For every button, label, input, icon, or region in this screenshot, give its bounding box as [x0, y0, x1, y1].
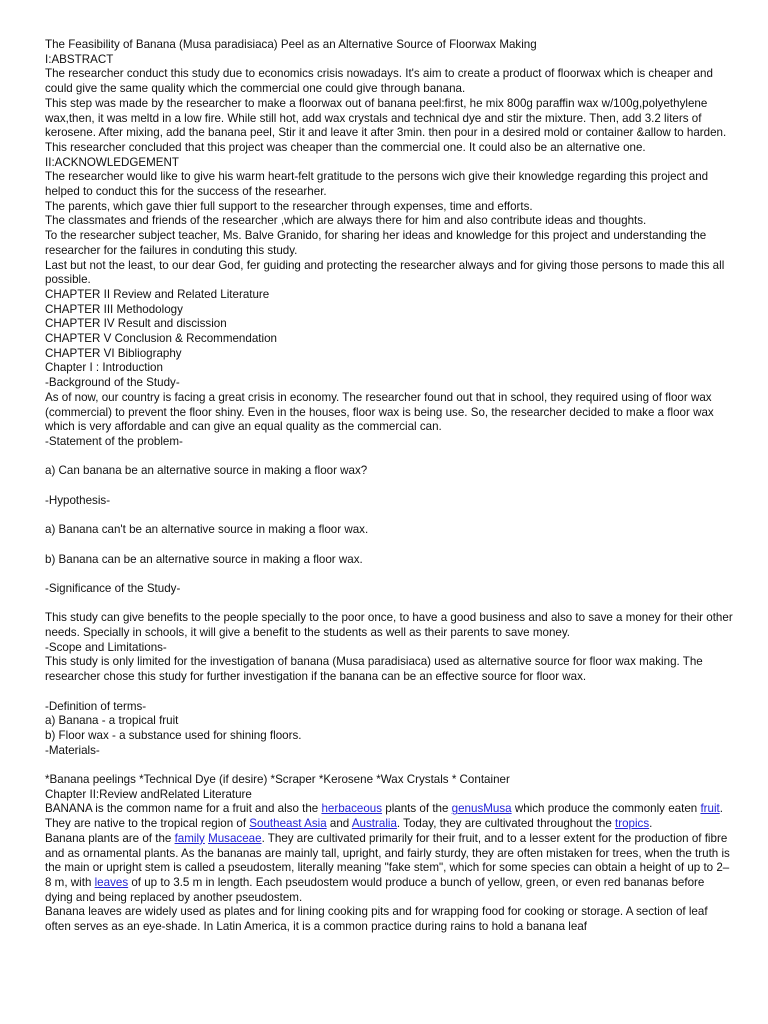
significance-paragraph: This study can give benefits to the people specially to the poor once, to have a good business and also to save a money for their other needs. Specially in schools, it will give a benefit to the students as well as their parents to save money.: [45, 611, 736, 640]
link-leaves[interactable]: leaves: [94, 875, 129, 889]
acknowledgement-paragraph: The classmates and friends of the researcher ,which are always there for him and also contribute ideas and thoughts.: [45, 214, 647, 228]
significance-heading: -Significance of the Study-: [45, 581, 181, 595]
document-title: The Feasibility of Banana (Musa paradisiaca) Peel as an Alternative Source of Floorwax Making: [45, 38, 537, 51]
spacer: [45, 508, 735, 523]
review-text: plants of the: [382, 802, 452, 816]
link-genus-musa[interactable]: genusMusa: [451, 802, 512, 816]
review-paragraph: [45, 802, 735, 831]
review-text: and: [326, 817, 352, 831]
chapter2-heading: Chapter II:Review andRelated Literature: [45, 787, 252, 801]
link-australia[interactable]: Australia: [351, 817, 397, 831]
chapter1-heading: Chapter I : Introduction: [45, 361, 163, 375]
link-southeast-asia[interactable]: Southeast Asia: [249, 817, 327, 831]
definition-item: a) Banana - a tropical fruit: [45, 714, 179, 728]
review-text: BANANA is the common name for a fruit and also the: [45, 802, 322, 816]
spacer: [45, 758, 735, 773]
hypothesis-heading: -Hypothesis-: [45, 493, 111, 507]
acknowledgement-paragraph: The parents, which gave thier full support to the researcher through expenses, time and efforts.: [45, 199, 533, 213]
materials-list: *Banana peelings *Technical Dye (if desire) *Scraper *Kerosene *Wax Crystals * Container: [45, 773, 510, 787]
spacer: [45, 597, 735, 612]
review-text: . They are native to the tropical region of: [45, 802, 727, 831]
acknowledgement-paragraph: Last but not the least, to our dear God, fer guiding and protecting the researcher always and for giving those persons to made this all possible.: [45, 258, 728, 287]
abstract-paragraph: This step was made by the researcher to make a floorwax out of banana peel:first, he mix 800g paraffin wax w/100g,polyethylene wax,then, it was meltd in a low fire. While still hot, add wax crystals and technical dye and stir the mixture. Then, add 3.2 liters of kerosene. After mixing, add the banana peel, Stir it and leave it after 3min. then pour in a desired mold or container &allow to harden.: [45, 96, 727, 140]
hypothesis-item: a) Banana can't be an alternative source in making a floor wax.: [45, 523, 369, 537]
chapter-list-item: CHAPTER V Conclusion & Recommendation: [45, 332, 277, 346]
abstract-paragraph: This researcher concluded that this project was cheaper than the commercial one. It could also be an alternative one.: [45, 140, 646, 154]
abstract-paragraph: The researcher conduct this study due to economics crisis nowadays. It's aim to create a product of floorwax which is cheaper and could give the same quality which the commercial one could give through banana.: [45, 67, 717, 96]
statement-heading: -Statement of the problem-: [45, 434, 183, 448]
hypothesis-item: b) Banana can be an alternative source in making a floor wax.: [45, 552, 363, 566]
definition-item: b) Floor wax - a substance used for shining floors.: [45, 728, 302, 742]
background-paragraph: As of now, our country is facing a great crisis in economy. The researcher found out that in school, they required using of floor wax (commercial) to prevent the floor shiny. Even in the houses, floor wax is being use. So, the researcher decided to make a floor wax which is very affordable and can give an equal quality as the commercial can.: [45, 390, 717, 434]
spacer: [45, 685, 735, 700]
review-text: Banana plants are of the: [45, 831, 175, 845]
scope-paragraph: This study is only limited for the investigation of banana (Musa paradisiaca) used as alternative source for floor wax making. The researcher chose this study for further investigation if the banana can be an effective source for floor wax.: [45, 655, 706, 684]
chapter-list-item: CHAPTER III Methodology: [45, 302, 183, 316]
review-text: .: [649, 817, 653, 831]
scope-heading: -Scope and Limitations-: [45, 640, 167, 654]
abstract-heading: I:ABSTRACT: [45, 52, 114, 66]
statement-item: a) Can banana be an alternative source in making a floor wax?: [45, 464, 368, 478]
spacer: [45, 538, 735, 553]
acknowledgement-heading: II:ACKNOWLEDGEMENT: [45, 155, 179, 169]
review-paragraph: [45, 832, 735, 906]
review-text: . They are cultivated primarily for their fruit, and to a lesser extent for the production of fibre and as ornamental plants. As the bananas are mainly tall, upright, and fairly sturdy, they are often mistaken for trees, when the truth is the main or upright stem is called a pseudostem, literally meaning "fake stem", which for some species can obtain a height of up to 2–8 m, with: [45, 831, 734, 889]
review-text: of up to 3.5 m in length. Each pseudostem would produce a bunch of yellow, green, or even red bananas before dying and being replaced by another pseudostem.: [45, 875, 708, 904]
acknowledgement-paragraph: The researcher would like to give his warm heart-felt gratitude to the persons wich give their knowledge regarding this project and helped to conduct this for the success of the researher.: [45, 170, 712, 199]
link-fruit[interactable]: fruit: [700, 802, 720, 816]
acknowledgement-paragraph: To the researcher subject teacher, Ms. Balve Granido, for sharing her ideas and knowledge for this project and understanding the researcher for the failures in conduting this study.: [45, 229, 710, 257]
definition-heading: -Definition of terms-: [45, 699, 147, 713]
background-heading: -Background of the Study-: [45, 376, 180, 390]
document-body: [45, 38, 735, 935]
review-text: . Today, they are cultivated throughout the: [396, 817, 615, 831]
link-tropics[interactable]: tropics: [614, 817, 650, 831]
chapter-list-item: CHAPTER IV Result and discission: [45, 317, 227, 331]
spacer: [45, 450, 735, 465]
link-musaceae[interactable]: Musaceae: [208, 831, 262, 845]
spacer: [45, 479, 735, 494]
spacer: [45, 567, 735, 582]
review-paragraph: Banana leaves are widely used as plates and for lining cooking pits and for wrapping food for cooking or storage. A section of leaf often serves as an eye-shade. In Latin America, it is a common practice during rains to hold a banana leaf: [45, 905, 711, 934]
link-herbaceous[interactable]: herbaceous: [321, 802, 383, 816]
materials-heading: -Materials-: [45, 743, 100, 757]
chapter-list-item: CHAPTER II Review and Related Literature: [45, 287, 270, 301]
review-text: which produce the commonly eaten: [511, 802, 701, 816]
chapter-list-item: CHAPTER VI Bibliography: [45, 346, 182, 360]
link-family[interactable]: family: [174, 831, 205, 845]
